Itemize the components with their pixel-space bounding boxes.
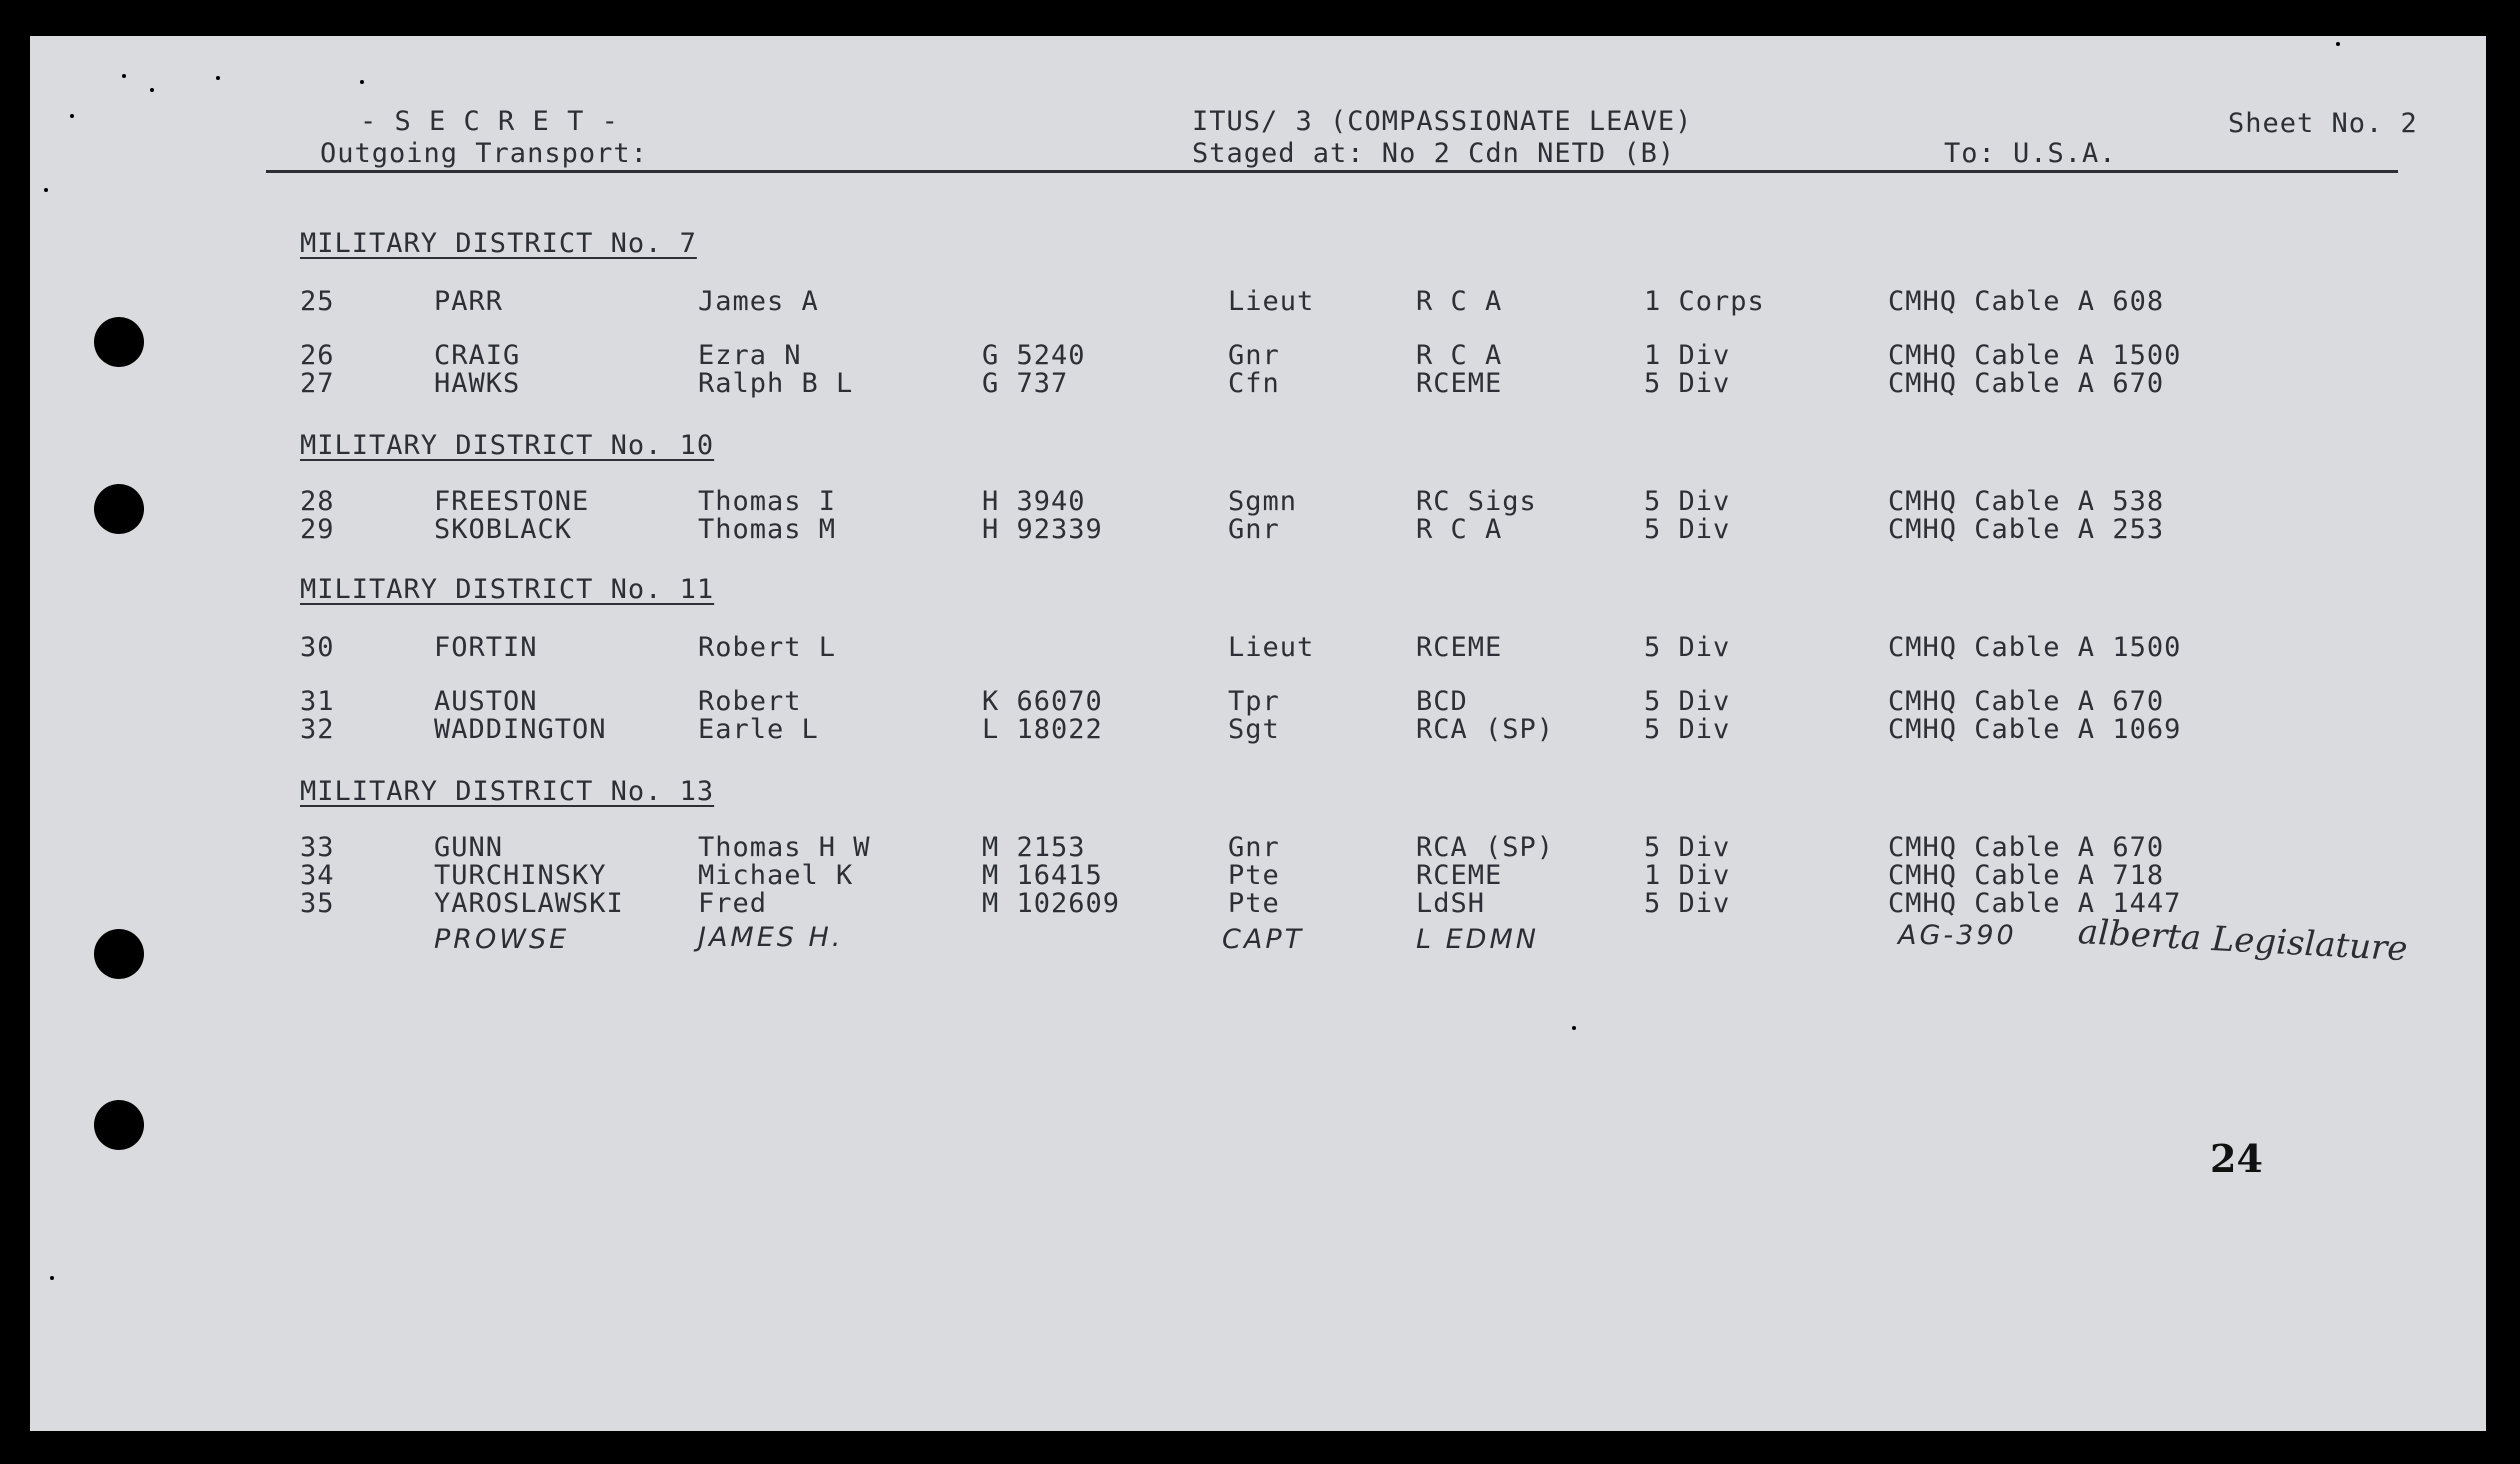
surname: GUNN xyxy=(434,832,504,863)
given-names: Robert L xyxy=(698,632,837,663)
formation: 5 Div xyxy=(1644,486,1731,517)
rank: Lieut xyxy=(1228,632,1315,663)
row-number: 25 xyxy=(300,286,335,317)
row-number: 35 xyxy=(300,888,335,919)
unit: LdSH xyxy=(1416,888,1486,919)
district-heading-7: MILITARY DISTRICT No. 7 xyxy=(300,228,697,259)
regimental-number: G 5240 xyxy=(982,340,1086,371)
surname: FORTIN xyxy=(434,632,538,663)
speck xyxy=(50,1276,54,1280)
surname: FREESTONE xyxy=(434,486,590,517)
unit: RCA (SP) xyxy=(1416,714,1555,745)
given-names: Thomas H W xyxy=(698,832,871,863)
speck xyxy=(2336,42,2340,46)
header-rule xyxy=(266,170,2398,173)
regimental-number: L 18022 xyxy=(982,714,1103,745)
speck xyxy=(1572,1026,1576,1030)
given-names: Robert xyxy=(698,686,802,717)
authority: CMHQ Cable A 538 xyxy=(1888,486,2165,517)
given-names: Thomas I xyxy=(698,486,837,517)
formation: 5 Div xyxy=(1644,686,1731,717)
district-heading-13: MILITARY DISTRICT No. 13 xyxy=(300,776,715,807)
unit: RC Sigs xyxy=(1416,486,1537,517)
authority: CMHQ Cable A 670 xyxy=(1888,686,2165,717)
formation: 1 Div xyxy=(1644,340,1731,371)
row-number: 26 xyxy=(300,340,335,371)
page-number: 24 xyxy=(2210,1136,2263,1181)
speck xyxy=(122,74,126,78)
formation: 5 Div xyxy=(1644,888,1731,919)
authority: CMHQ Cable A 718 xyxy=(1888,860,2165,891)
sheet-number: Sheet No. 2 xyxy=(2228,108,2418,139)
given-names: Ezra N xyxy=(698,340,802,371)
regimental-number: H 92339 xyxy=(982,514,1103,545)
surname: CRAIG xyxy=(434,340,521,371)
regimental-number: G 737 xyxy=(982,368,1069,399)
row-number: 31 xyxy=(300,686,335,717)
handwritten-note: alberta Legislature xyxy=(2076,912,2409,970)
formation: 1 Corps xyxy=(1644,286,1765,317)
rank: Gnr xyxy=(1228,340,1280,371)
authority: CMHQ Cable A 253 xyxy=(1888,514,2165,545)
surname: YAROSLAWSKI xyxy=(434,888,624,919)
row-number: 30 xyxy=(300,632,335,663)
punch-hole xyxy=(94,317,144,367)
formation: 5 Div xyxy=(1644,368,1731,399)
row-number: 29 xyxy=(300,514,335,545)
row-number: 27 xyxy=(300,368,335,399)
rank: Tpr xyxy=(1228,686,1280,717)
rank: Sgt xyxy=(1228,714,1280,745)
authority: CMHQ Cable A 670 xyxy=(1888,368,2165,399)
row-number: 34 xyxy=(300,860,335,891)
authority: CMHQ Cable A 1069 xyxy=(1888,714,2182,745)
handwritten-rank: CAPT xyxy=(1222,924,1305,955)
authority: CMHQ Cable A 1500 xyxy=(1888,632,2182,663)
rank: Cfn xyxy=(1228,368,1280,399)
handwritten-reference: AG-390 xyxy=(1898,920,2017,951)
speck xyxy=(44,188,48,192)
unit: R C A xyxy=(1416,286,1503,317)
rank: Gnr xyxy=(1228,514,1280,545)
formation: 1 Div xyxy=(1644,860,1731,891)
authority: CMHQ Cable A 1500 xyxy=(1888,340,2182,371)
destination-label: To: U.S.A. xyxy=(1944,138,2117,169)
given-names: Michael K xyxy=(698,860,854,891)
outgoing-transport-label: Outgoing Transport: xyxy=(320,138,648,169)
handwritten-unit: L EDMN xyxy=(1416,924,1539,955)
rank: Gnr xyxy=(1228,832,1280,863)
secret-marking: - S E C R E T - xyxy=(360,106,619,137)
authority: CMHQ Cable A 670 xyxy=(1888,832,2165,863)
itus-title: ITUS/ 3 (COMPASSIONATE LEAVE) xyxy=(1192,106,1693,137)
given-names: Thomas M xyxy=(698,514,837,545)
district-heading-11: MILITARY DISTRICT No. 11 xyxy=(300,574,715,605)
punch-hole xyxy=(94,484,144,534)
unit: R C A xyxy=(1416,340,1503,371)
authority: CMHQ Cable A 608 xyxy=(1888,286,2165,317)
row-number: 28 xyxy=(300,486,335,517)
surname: WADDINGTON xyxy=(434,714,607,745)
formation: 5 Div xyxy=(1644,714,1731,745)
staged-at-label: Staged at: No 2 Cdn NETD (B) xyxy=(1192,138,1676,169)
document-sheet xyxy=(30,36,2486,1431)
given-names: Fred xyxy=(698,888,768,919)
handwritten-given-names: JAMES H. xyxy=(698,922,844,953)
district-heading-10: MILITARY DISTRICT No. 10 xyxy=(300,430,715,461)
regimental-number: H 3940 xyxy=(982,486,1086,517)
given-names: James A xyxy=(698,286,819,317)
regimental-number: M 102609 xyxy=(982,888,1121,919)
formation: 5 Div xyxy=(1644,514,1731,545)
rank: Lieut xyxy=(1228,286,1315,317)
surname: SKOBLACK xyxy=(434,514,573,545)
surname: TURCHINSKY xyxy=(434,860,607,891)
row-number: 33 xyxy=(300,832,335,863)
surname: AUSTON xyxy=(434,686,538,717)
handwritten-surname: PROWSE xyxy=(434,924,570,955)
unit: RCA (SP) xyxy=(1416,832,1555,863)
punch-hole xyxy=(94,929,144,979)
surname: PARR xyxy=(434,286,504,317)
unit: RCEME xyxy=(1416,860,1503,891)
given-names: Earle L xyxy=(698,714,819,745)
speck xyxy=(360,80,364,84)
punch-hole xyxy=(94,1100,144,1150)
speck xyxy=(70,114,74,118)
speck xyxy=(216,76,220,80)
formation: 5 Div xyxy=(1644,832,1731,863)
regimental-number: M 2153 xyxy=(982,832,1086,863)
row-number: 32 xyxy=(300,714,335,745)
speck xyxy=(150,88,154,92)
regimental-number: M 16415 xyxy=(982,860,1103,891)
formation: 5 Div xyxy=(1644,632,1731,663)
unit: BCD xyxy=(1416,686,1468,717)
unit: RCEME xyxy=(1416,632,1503,663)
regimental-number: K 66070 xyxy=(982,686,1103,717)
rank: Pte xyxy=(1228,860,1280,891)
unit: RCEME xyxy=(1416,368,1503,399)
rank: Pte xyxy=(1228,888,1280,919)
authority: CMHQ Cable A 1447 xyxy=(1888,888,2182,919)
surname: HAWKS xyxy=(434,368,521,399)
given-names: Ralph B L xyxy=(698,368,854,399)
rank: Sgmn xyxy=(1228,486,1298,517)
unit: R C A xyxy=(1416,514,1503,545)
